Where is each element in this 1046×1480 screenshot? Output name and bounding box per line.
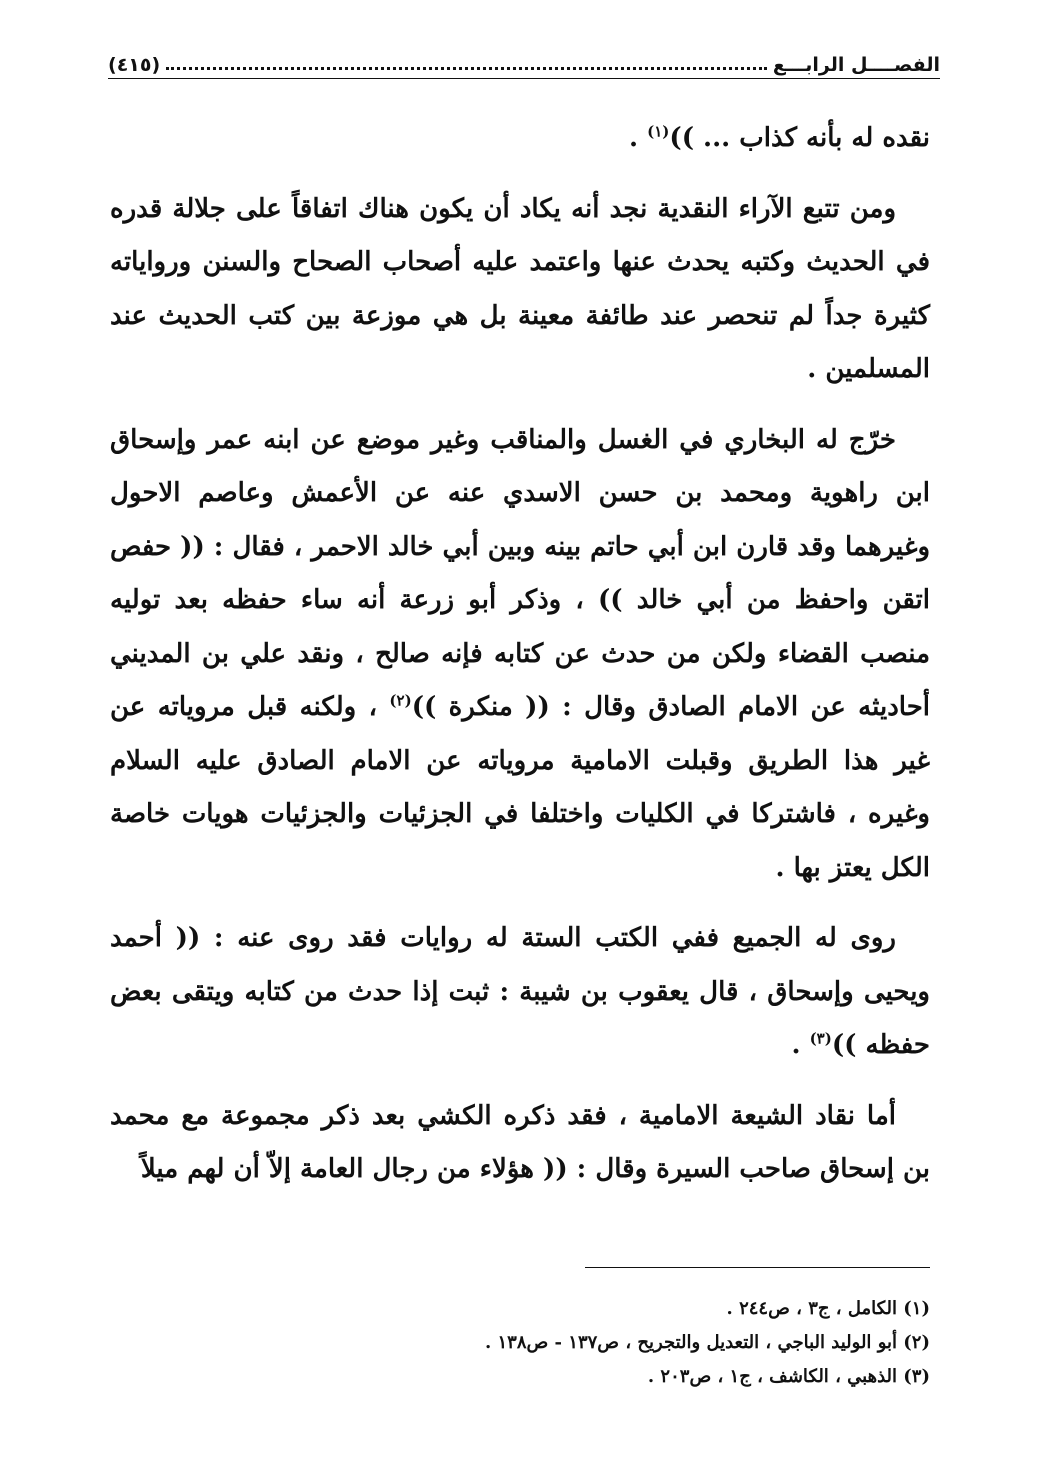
paragraph-4-text: روى له الجميع ففي الكتب الستة له روايات فقد روى عنه : (( أحمد ويحيى وإسحاق ، قال يعقوب بن شيبة : ثبت إذا حدث من كتابه ويتقى بعض حفظه )) [110,923,930,1060]
paragraph-1 [110,112,930,166]
paragraph-4-end: . [791,1030,810,1060]
paragraph-3-text-a: خرّج له البخاري في الغسل والمناقب وغير موضع عن ابنه عمر وإسحاق ابن راهوية ومحمد بن حسن الاسدي عنه عن الأعمش وعاصم الاحول وغيرهما وقد قارن ابن أبي حاتم بينه وبين أبي خالد الاحمر ، فقال : (( حفص اتقن واحفظ من أبي خالد )) ، وذكر أبو زرعة أنه ساء حفظه بعد توليه منصب القضاء ولكن من حدث عن كتابه فإنه صالح ، ونقد علي بن المديني أحاديثه عن الامام الصادق وقال : (( منكرة )) [110,424,930,722]
footnote-separator [585,1267,930,1268]
footnote-ref-2: (٢) [389,691,412,710]
footnote-1: (١) الكامل ، ج٣ ، ص٢٤٤ . [726,1298,930,1319]
footnote-ref-1: (١) [647,122,670,141]
main-text [110,112,930,1214]
paragraph-4 [110,912,930,1073]
chapter-title: الفصــــل الرابـــع [772,54,940,76]
running-header [108,36,940,76]
paragraph-3 [110,414,930,896]
footnotes [110,1292,930,1394]
page-number: (٤١٥) [108,54,161,76]
paragraph-2: ومن تتبع الآراء النقدية نجد أنه يكاد أن يكون هناك اتفاقاً على جلالة قدره في الحديث وكتبه يحدث عنها واعتمد عليه أصحاب الصحاح والسنن ورواياته كثيرة جداً لم تنحصر عند طائفة معينة بل هي موزعة بين كتب الحديث عند المسلمين . [110,193,931,384]
paragraph-1-end: . [629,123,648,153]
paragraph-5: أما نقاد الشيعة الامامية ، فقد ذكره الكشي بعد ذكر مجموعة مع محمد بن إسحاق صاحب السيرة وقال : (( هؤلاء من رجال العامة إلاّ أن لهم ميلاً [110,1100,930,1184]
paragraph-3-text-b: ، ولكنه قبل مروياته عن غير هذا الطريق وقبلت الامامية مروياته عن الامام الصادق عليه السلام وغيره ، فاشتركا في الكليات واختلفا في الجزئيات والجزئيات هويات خاصة الكل يعتز بها . [110,692,930,883]
header-rule [108,78,940,79]
footnote-3: (٣) الذهبي ، الكاشف ، ج١ ، ص٢٠٣ . [647,1366,930,1387]
footnote-2: (٢) أبو الوليد الباجي ، التعديل والتجريح ، ص١٣٧ - ص١٣٨ . [484,1332,930,1353]
footnote-ref-3: (٣) [809,1029,832,1048]
dot-leader [166,67,767,70]
paragraph-1-text: نقده له بأنه كذاب ... )) [669,123,930,153]
